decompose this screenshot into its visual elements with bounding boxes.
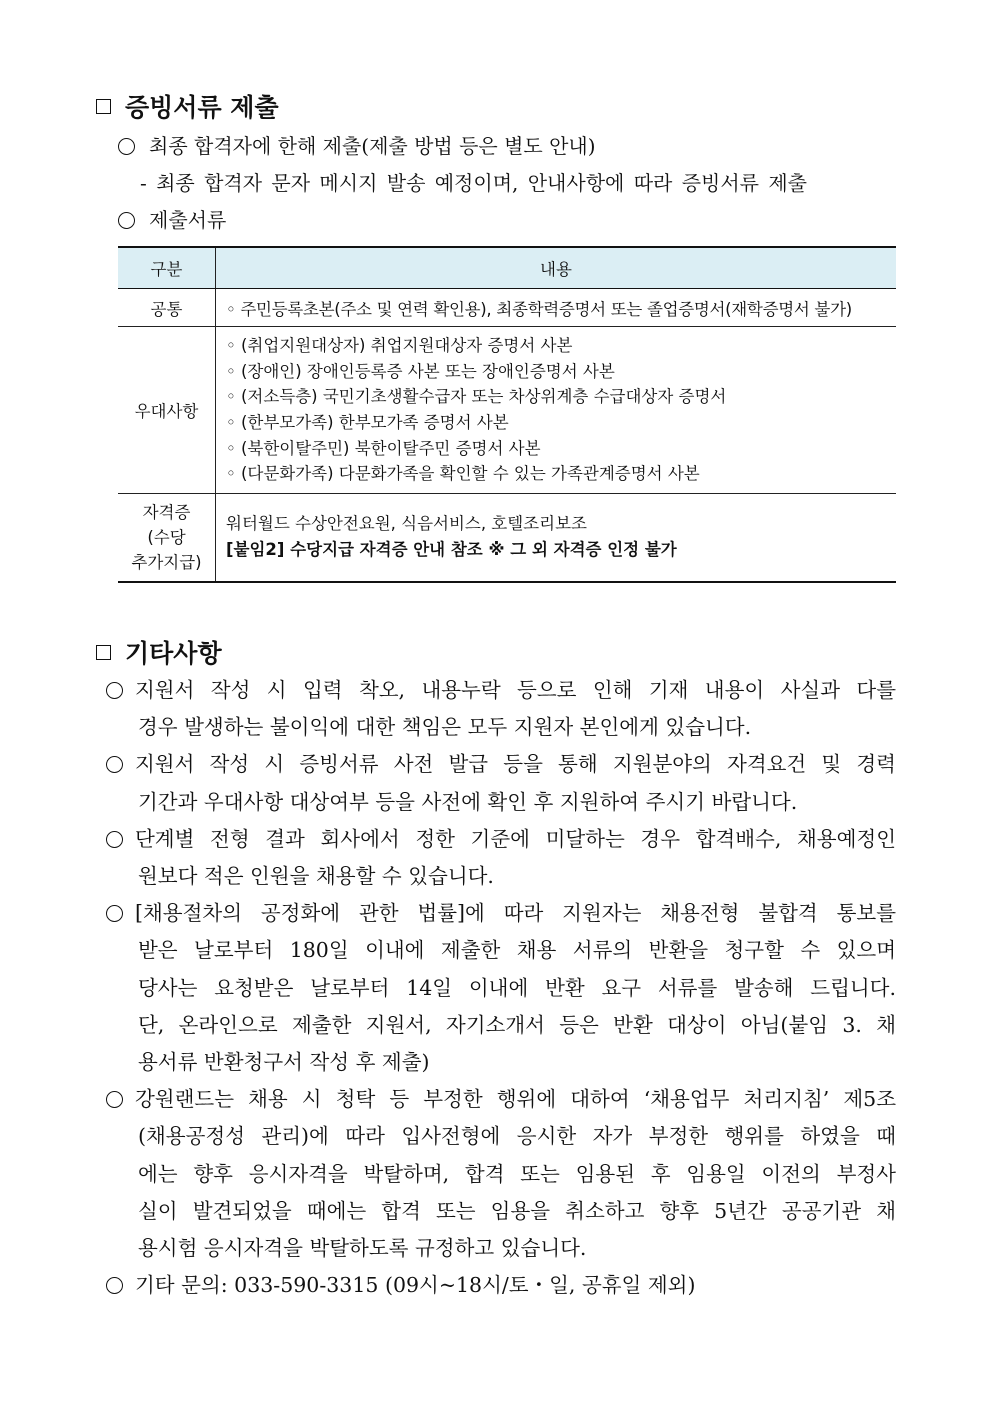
list-item: ◦ (장애인) 장애인등록증 사본 또는 장애인증명서 사본 — [226, 361, 615, 381]
checkbox-square-icon — [96, 645, 111, 660]
list-item-cont: 원보다 적은 인원을 채용할 수 있습니다. — [138, 864, 494, 889]
list-item — [106, 672, 896, 709]
list-item-cont: 용서류 반환청구서 작성 후 제출) — [138, 1050, 430, 1075]
item-text: 단계별 전형 결과 회사에서 정한 기준에 미달하는 경우 합격배수, 채용예정인 — [135, 826, 896, 851]
table-header-row — [118, 247, 896, 289]
sub-bullet-line — [140, 171, 807, 195]
circle-bullet-icon — [106, 831, 123, 848]
row-label-preference: 우대사항 — [118, 327, 216, 494]
table-header-content: 내용 — [216, 247, 897, 289]
item-text: 기타 문의: 033-590-3315 (09시~18시/토・일, 공휴일 제외) — [135, 1273, 696, 1298]
list-item-cont: 용시험 응시자격을 박탈하도록 규정하고 있습니다. — [138, 1236, 587, 1261]
cert-label-line: 추가지급) — [131, 552, 202, 572]
list-item: ◦ (한부모가족) 한부모가족 증명서 사본 — [226, 413, 509, 432]
checkbox-square-icon — [96, 99, 111, 114]
row-label-common: 공통 — [118, 289, 216, 327]
circle-bullet-icon — [118, 138, 135, 155]
circle-bullet-icon — [106, 682, 123, 699]
list-item-cont: 기간과 우대사항 대상여부 등을 사전에 확인 후 지원하여 주시기 바랍니다. — [138, 789, 798, 814]
cert-label-line: 자격증 — [142, 502, 191, 522]
documents-table — [118, 246, 896, 583]
circle-bullet-icon — [106, 905, 123, 922]
item-text: 지원서 작성 시 증빙서류 사전 발급 등을 통해 지원분야의 자격요건 및 경력 — [135, 752, 896, 777]
list-item: ◦ (다문화가족) 다문화가족을 확인할 수 있는 가족관계증명서 사본 — [226, 464, 700, 484]
list-item-cont: 단, 온라인으로 제출한 지원서, 자기소개서 등은 반환 대상이 아님(붙임 3. 채 — [138, 1012, 896, 1037]
list-item-cont: 에는 향후 응시자격을 박탈하며, 합격 또는 임용된 후 임용일 이전의 부정사 — [138, 1161, 896, 1186]
item-text: 지원서 작성 시 입력 착오, 내용누락 등으로 인해 기재 내용이 사실과 다를 — [135, 678, 896, 702]
cert-note-text: [붙임2] 수당지급 자격증 안내 참조 ※ 그 외 자격증 인정 불가 — [226, 540, 677, 560]
list-item-cont: 받은 날로부터 180일 이내에 제출한 채용 서류의 반환을 청구할 수 있으며 — [138, 938, 896, 963]
etc-list — [106, 672, 896, 1304]
table-header-category: 구분 — [118, 247, 216, 289]
row-content-common: ◦ 주민등록초본(주소 및 연력 확인용), 최종학력증명서 또는 졸업증명서(재학증명서 불가) — [216, 289, 897, 327]
list-item-cont: 당사는 요청받은 날로부터 14일 이내에 반환 요구 서류를 발송해 드립니다. — [138, 975, 896, 1000]
circle-bullet-icon — [106, 756, 123, 773]
bullet-line — [118, 208, 226, 232]
item-text: 강원랜드는 채용 시 청탁 등 부정한 행위에 대하여 ‘채용업무 처리지침’ 제5조 — [135, 1087, 896, 1112]
cert-list-text: 워터월드 수상안전요원, 식음서비스, 호텔조리보조 — [226, 514, 587, 534]
row-content-certificate — [216, 494, 897, 582]
section-heading-documents — [96, 88, 279, 124]
circle-bullet-icon — [118, 212, 135, 229]
table-row — [118, 327, 896, 494]
list-item — [106, 1267, 896, 1304]
list-item: ◦ (취업지원대상자) 취업지원대상자 증명서 사본 — [226, 336, 573, 356]
list-item — [106, 895, 896, 932]
section-title: 기타사항 — [125, 639, 222, 668]
circle-bullet-icon — [106, 1277, 123, 1294]
list-item-cont: 경우 발생하는 불이익에 대한 책임은 모두 지원자 본인에게 있습니다. — [138, 715, 752, 740]
section-heading-etc — [96, 634, 222, 670]
list-item: ◦ (저소득층) 국민기초생활수급자 또는 차상위계층 수급대상자 증명서 — [226, 387, 727, 407]
row-label-certificate — [118, 494, 216, 582]
cert-label-line: (수당 — [147, 527, 186, 547]
list-item — [106, 821, 896, 858]
bullet-line — [118, 134, 596, 158]
list-item — [106, 1081, 896, 1118]
bullet-text: 최종 합격자에 한해 제출(제출 방법 등은 별도 안내) — [149, 134, 596, 158]
list-item: ◦ (북한이탈주민) 북한이탈주민 증명서 사본 — [226, 438, 541, 458]
table-row — [118, 289, 896, 327]
bullet-text: 제출서류 — [149, 208, 227, 232]
sub-bullet-text: - 최종 합격자 문자 메시지 발송 예정이며, 안내사항에 따라 증빙서류 제출 — [140, 171, 807, 195]
row-content-preference — [216, 327, 897, 494]
table-row — [118, 494, 896, 582]
circle-bullet-icon — [106, 1091, 123, 1108]
section-title: 증빙서류 제출 — [125, 93, 279, 122]
list-item-cont: 실이 발견되었을 때에는 합격 또는 임용을 취소하고 향후 5년간 공공기관 채 — [138, 1198, 896, 1223]
list-item — [106, 746, 896, 783]
item-text: [채용절차의 공정화에 관한 법률]에 따라 지원자는 채용전형 불합격 통보를 — [135, 901, 896, 926]
list-item-cont: (채용공정성 관리)에 따라 입사전형에 응시한 자가 부정한 행위를 하였을 때 — [138, 1124, 896, 1149]
